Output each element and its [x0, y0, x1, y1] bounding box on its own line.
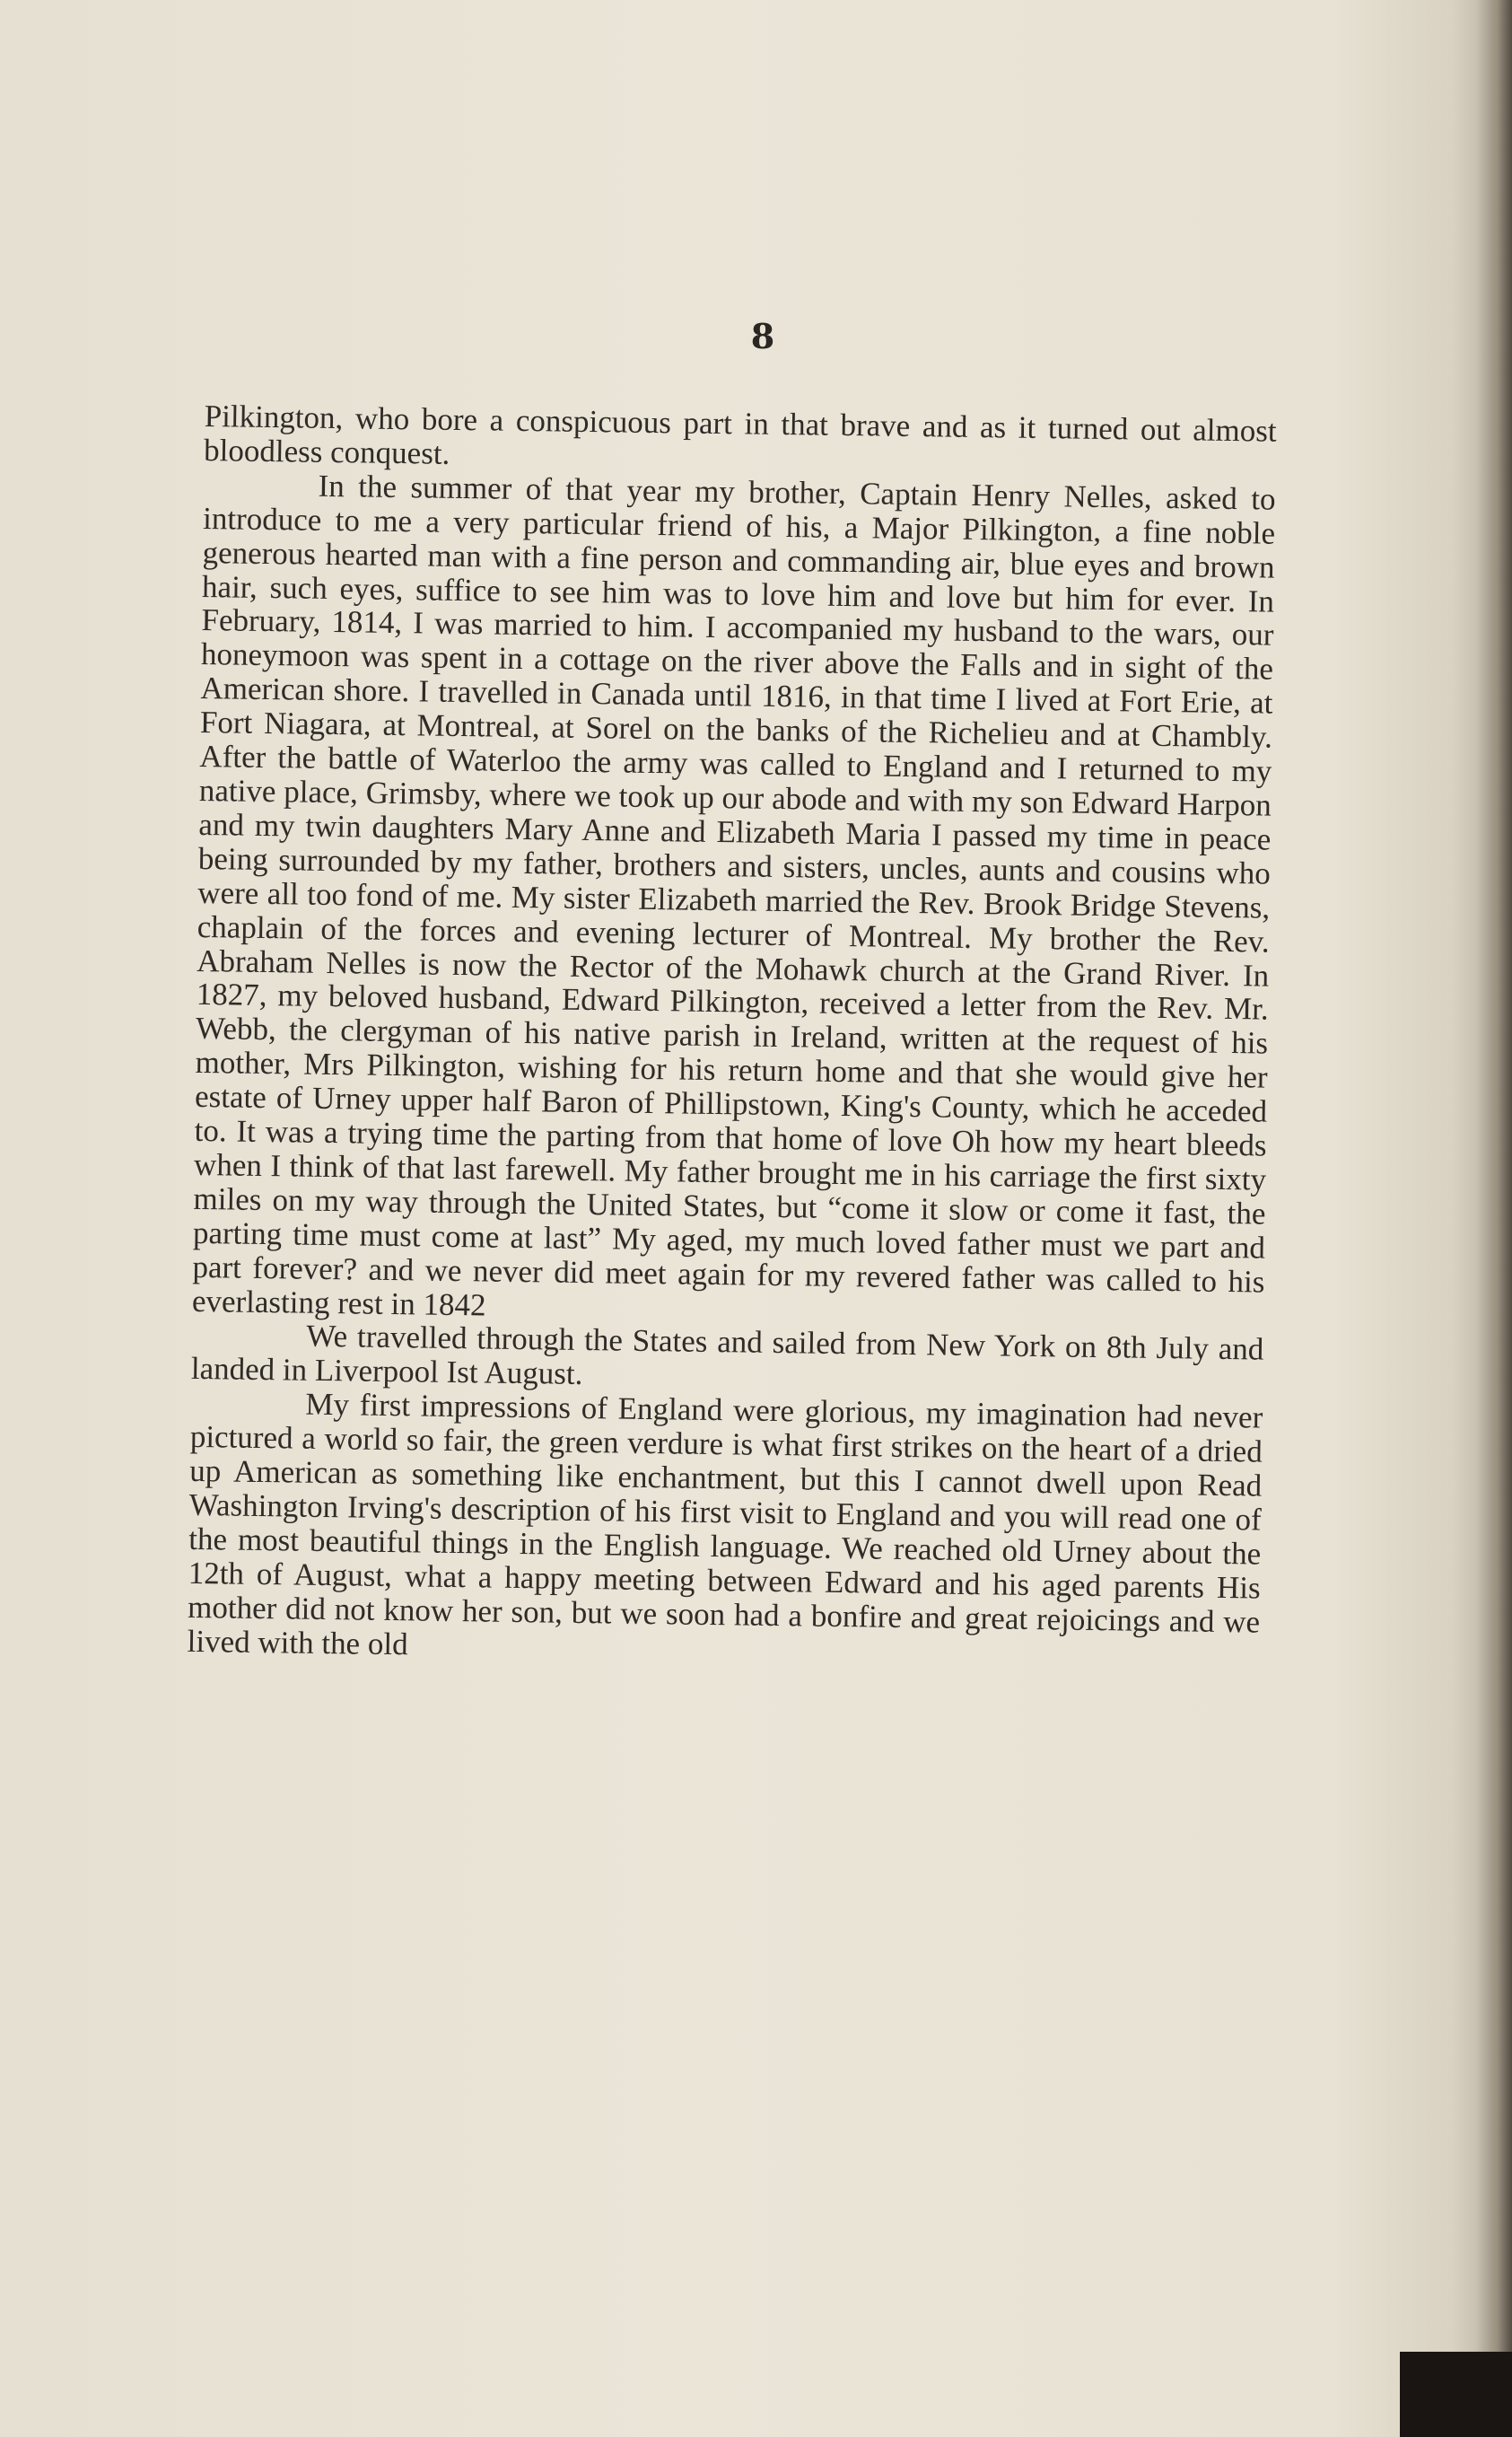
body-text	[187, 399, 1276, 1673]
page-edge-shadow	[1476, 0, 1512, 2437]
paragraph-3: We travelled through the States and sailed from New York on 8th July and landed in Liverpool Ist August.	[190, 1319, 1264, 1392]
paragraph-2: In the summer of that year my brother, Captain Henry Nelles, asked to introduce to me a very particular friend of his, a Major Pilkington, a fine noble generous hearted man with a fine person and commanding air, blue eyes and brown hair, such eyes, suffice to see him was to love him and love but him for ever. In February, 1814, I was married to him. I accompanied my husband to the wars, our honeymoon was spent in a cottage on the river above the Falls and in sight of the American shore. I travelled in Canada until 1816, in that time I lived at Fort Erie, at Fort Niagara, at Montreal, at Sorel on the banks of the Richelieu and at Chambly. After the battle of Waterloo the army was called to England and I returned to my native place, Grimsby, where we took up our abode and with my son Edward Harpon and my twin daughters Mary Anne and Elizabeth Maria I passed my time in peace being surrounded by my father, brothers and sisters, uncles, aunts and cousins who were all too fond of me. My sister Elizabeth married the Rev. Brook Bridge Stevens, chaplain of the forces and evening lecturer of Montreal. My brother the Rev. Abraham Nelles is now the Rector of the Mohawk church at the Grand River. In 1827, my beloved husband, Edward Pilkington, received a letter from the Rev. Mr. Webb, the clergyman of his native parish in Ireland, written at the request of his mother, Mrs Pilkington, wishing for his return home and that she would give her estate of Urney upper half Baron of Phillipstown, King's County, which he acceded to. It was a trying time the parting from that home of love Oh how my heart bleeds when I think of that last farewell. My father brought me in his carriage the first sixty miles on my way through the United States, but “come it slow or come it fast, the parting time must come at last” My aged, my much loved father must we part and part forever? and we never did meet again for my revered father was called to his everlasting rest in 1842	[191, 468, 1276, 1323]
page-number: 8	[750, 316, 775, 356]
paragraph-1: Pilkington, who bore a conspicuous part in that brave and as it turned out almost bloodless conquest.	[203, 399, 1277, 471]
paragraph-4: My first impressions of England were glorious, my imagination had never pictured a world so fair, the green verdure is what first strikes on the heart of a dried up American as something like enchantment, but this I cannot dwell upon Read Washington Irving's description of his first visit to England and you will read one of the most beautiful things in the English language. We reached old Urney about the 12th of August, what a happy meeting between Edward and his aged parents His mother did not know her son, but we soon had a bonfire and great rejoicings and we lived with the old	[187, 1386, 1263, 1661]
page-corner-shadow	[1400, 2352, 1512, 2437]
